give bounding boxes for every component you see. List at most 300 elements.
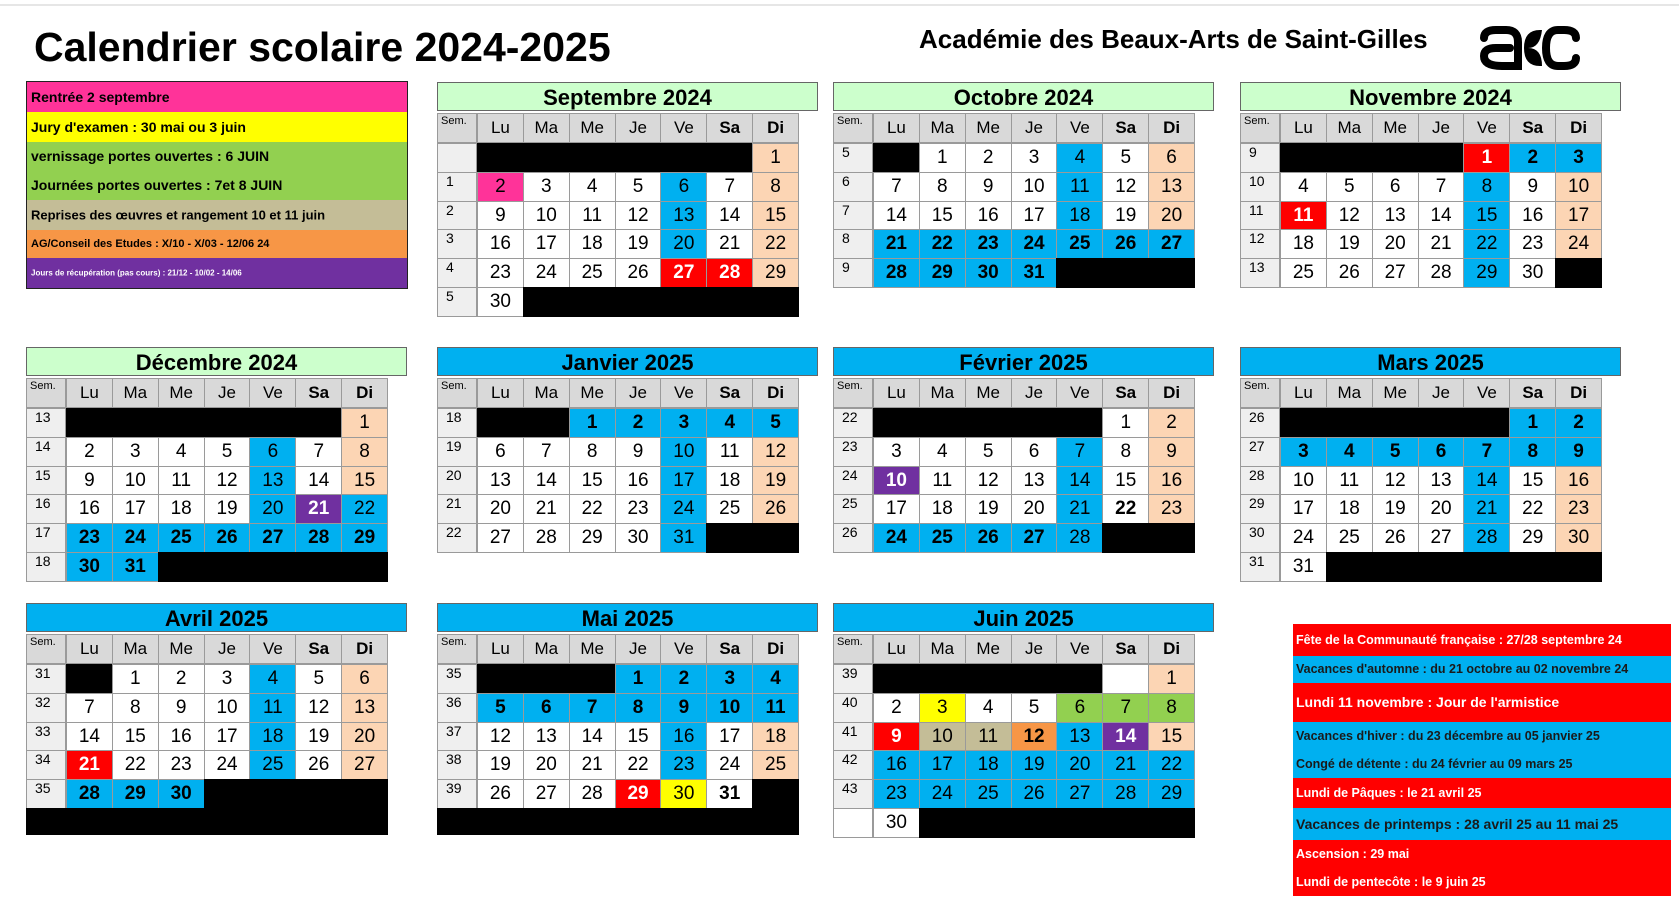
day-cell: 29	[341, 523, 388, 553]
day-cell: 1	[615, 664, 662, 694]
day-cell: 22	[341, 494, 388, 524]
day-header: Sa	[1102, 634, 1149, 664]
day-cell: 25	[1326, 523, 1373, 553]
week-number: 38	[437, 750, 477, 780]
day-cell: 12	[204, 466, 251, 496]
top-border	[0, 4, 1679, 6]
day-cell: 1	[112, 664, 159, 694]
day-header: Me	[158, 634, 205, 664]
day-cell: 9	[1555, 437, 1602, 467]
day-cell: 15	[1463, 201, 1510, 231]
month-title: Décembre 2024	[26, 347, 407, 376]
holiday-note: Vacances de printemps : 28 avril 25 au 11 mai 25	[1293, 808, 1671, 840]
empty-day-cell	[204, 552, 251, 582]
day-cell: 19	[1326, 229, 1373, 259]
day-header: Je	[1011, 378, 1058, 408]
week-number: 28	[1240, 466, 1280, 496]
day-cell: 7	[569, 693, 616, 723]
empty-day-cell	[965, 808, 1012, 838]
day-cell: 24	[706, 750, 753, 780]
week-number: 31	[1240, 552, 1280, 582]
day-cell: 26	[752, 494, 799, 524]
day-cell: 16	[1148, 466, 1195, 496]
day-cell: 28	[706, 258, 753, 288]
day-cell: 25	[965, 779, 1012, 809]
day-cell: 1	[1509, 408, 1556, 438]
week-number: 37	[437, 722, 477, 752]
week-number	[833, 808, 873, 838]
day-cell: 16	[660, 722, 707, 752]
legend-box	[26, 81, 408, 289]
day-header: Ma	[523, 634, 570, 664]
day-cell: 30	[873, 808, 920, 838]
day-cell: 27	[1056, 779, 1103, 809]
day-header: Ve	[660, 634, 707, 664]
day-cell: 5	[615, 172, 662, 202]
day-header: Sa	[1102, 378, 1149, 408]
day-cell: 12	[615, 201, 662, 231]
day-cell: 4	[752, 664, 799, 694]
empty-day-cell	[569, 287, 616, 317]
legend-item-label: Jours de récupération (pas cours) : 21/12 - 10/02 - 14/06	[31, 268, 242, 278]
day-header: Sa	[1102, 113, 1149, 143]
empty-day-cell	[1509, 552, 1556, 582]
holiday-note: Fête de la Communauté française : 27/28 septembre 24	[1293, 624, 1671, 656]
week-number: 30	[1240, 523, 1280, 553]
day-cell: 4	[158, 437, 205, 467]
week-number: 17	[26, 523, 66, 553]
day-cell: 21	[295, 494, 342, 524]
day-cell: 28	[1418, 258, 1465, 288]
empty-day-cell	[1148, 808, 1195, 838]
day-cell: 25	[158, 523, 205, 553]
week-number: 18	[26, 552, 66, 582]
month-calendar	[437, 347, 818, 592]
day-cell: 27	[249, 523, 296, 553]
day-header: Ma	[919, 113, 966, 143]
day-cell: 19	[1011, 750, 1058, 780]
day-header: Lu	[477, 113, 524, 143]
day-cell: 3	[873, 437, 920, 467]
day-cell: 28	[1102, 779, 1149, 809]
empty-day-cell	[1555, 258, 1602, 288]
day-header: Di	[1555, 378, 1602, 408]
empty-day-cell	[1102, 258, 1149, 288]
empty-day-cell	[752, 287, 799, 317]
day-cell: 15	[919, 201, 966, 231]
day-header: Ma	[919, 378, 966, 408]
legend-item-label: Rentrée 2 septembre	[31, 89, 170, 105]
day-cell: 25	[706, 494, 753, 524]
month-title: Septembre 2024	[437, 82, 818, 111]
day-cell: 12	[752, 437, 799, 467]
legend-item	[27, 200, 407, 230]
legend-item-label: AG/Conseil des Etudes : X/10 - X/03 - 12/06 24	[31, 238, 270, 250]
day-cell: 28	[569, 779, 616, 809]
day-cell: 10	[660, 437, 707, 467]
day-cell: 17	[1555, 201, 1602, 231]
day-cell: 8	[569, 437, 616, 467]
empty-day-cell	[341, 779, 388, 809]
day-header: Lu	[477, 634, 524, 664]
day-header: Lu	[1280, 113, 1327, 143]
day-cell: 12	[1326, 201, 1373, 231]
week-number-header: Sem.	[833, 378, 873, 408]
empty-day-cell	[1280, 143, 1327, 173]
day-cell: 17	[706, 722, 753, 752]
week-number: 15	[26, 466, 66, 496]
day-cell: 21	[706, 229, 753, 259]
day-header: Di	[1148, 378, 1195, 408]
day-header: Di	[1148, 634, 1195, 664]
day-cell: 21	[873, 229, 920, 259]
day-cell: 30	[158, 779, 205, 809]
day-cell: 17	[1280, 494, 1327, 524]
day-cell: 6	[1372, 172, 1419, 202]
empty-day-cell	[295, 779, 342, 809]
day-cell: 21	[1102, 750, 1149, 780]
day-cell: 1	[752, 143, 799, 173]
week-number: 27	[1240, 437, 1280, 467]
week-number: 5	[833, 143, 873, 173]
day-cell: 23	[615, 494, 662, 524]
day-cell: 27	[1372, 258, 1419, 288]
empty-day-cell	[873, 664, 920, 694]
week-number: 24	[833, 466, 873, 496]
day-header: Di	[752, 113, 799, 143]
day-cell: 19	[965, 494, 1012, 524]
day-cell: 17	[660, 466, 707, 496]
day-cell: 24	[112, 523, 159, 553]
day-cell: 25	[569, 258, 616, 288]
day-header: Sa	[1509, 378, 1556, 408]
day-header: Me	[965, 113, 1012, 143]
day-cell: 7	[1463, 437, 1510, 467]
day-cell: 5	[1011, 693, 1058, 723]
day-cell: 31	[1011, 258, 1058, 288]
day-header: Ve	[1056, 634, 1103, 664]
empty-day-cell	[1056, 408, 1103, 438]
day-cell: 25	[1056, 229, 1103, 259]
empty-day-cell	[249, 779, 296, 809]
day-cell: 29	[615, 779, 662, 809]
day-cell: 8	[1463, 172, 1510, 202]
empty-day-cell	[1372, 408, 1419, 438]
day-cell: 29	[752, 258, 799, 288]
week-number: 9	[1240, 143, 1280, 173]
day-cell: 13	[1372, 201, 1419, 231]
day-header: Je	[1011, 634, 1058, 664]
month-title: Juin 2025	[833, 603, 1214, 632]
day-cell: 3	[1555, 143, 1602, 173]
day-cell: 1	[569, 408, 616, 438]
day-cell: 3	[112, 437, 159, 467]
empty-day-cell	[341, 552, 388, 582]
empty-day-cell	[523, 143, 570, 173]
day-cell: 3	[523, 172, 570, 202]
empty-day-cell	[66, 408, 113, 438]
week-number: 34	[26, 750, 66, 780]
day-cell: 13	[1418, 466, 1465, 496]
empty-day-cell	[523, 408, 570, 438]
day-cell: 19	[1102, 201, 1149, 231]
week-number: 19	[437, 437, 477, 467]
day-cell: 9	[1509, 172, 1556, 202]
day-cell: 2	[158, 664, 205, 694]
day-cell: 2	[1555, 408, 1602, 438]
day-header: Di	[341, 634, 388, 664]
empty-day-cell	[1102, 664, 1149, 694]
day-cell: 11	[158, 466, 205, 496]
day-cell: 19	[204, 494, 251, 524]
day-cell: 13	[341, 693, 388, 723]
day-cell: 24	[660, 494, 707, 524]
week-number: 43	[833, 779, 873, 809]
day-cell: 9	[660, 693, 707, 723]
day-header: Ma	[919, 634, 966, 664]
day-cell: 29	[569, 523, 616, 553]
day-cell: 4	[1326, 437, 1373, 467]
day-cell: 4	[706, 408, 753, 438]
day-cell: 17	[1011, 201, 1058, 231]
week-number: 31	[26, 664, 66, 694]
day-cell: 18	[1056, 201, 1103, 231]
day-header: Ve	[1056, 113, 1103, 143]
day-cell: 22	[615, 750, 662, 780]
empty-day-cell	[706, 287, 753, 317]
week-number: 4	[437, 258, 477, 288]
day-header: Me	[1372, 113, 1419, 143]
day-cell: 30	[965, 258, 1012, 288]
week-number: 22	[437, 523, 477, 553]
day-cell: 25	[919, 523, 966, 553]
day-cell: 3	[1280, 437, 1327, 467]
day-cell: 31	[1280, 552, 1327, 582]
day-cell: 9	[615, 437, 662, 467]
day-header: Sa	[1509, 113, 1556, 143]
legend-item	[27, 142, 407, 170]
day-cell: 28	[1056, 523, 1103, 553]
day-header: Di	[1148, 113, 1195, 143]
day-cell: 14	[706, 201, 753, 231]
day-cell: 26	[204, 523, 251, 553]
day-cell: 31	[112, 552, 159, 582]
week-number: 32	[26, 693, 66, 723]
empty-day-cell	[204, 779, 251, 809]
day-cell: 29	[1463, 258, 1510, 288]
empty-day-cell	[706, 143, 753, 173]
empty-day-cell	[1326, 143, 1373, 173]
day-cell: 14	[1102, 722, 1149, 752]
empty-day-cell	[1102, 523, 1149, 553]
week-number-header: Sem.	[437, 634, 477, 664]
week-number-header: Sem.	[26, 634, 66, 664]
day-cell: 21	[523, 494, 570, 524]
day-cell: 1	[919, 143, 966, 173]
week-number: 12	[1240, 229, 1280, 259]
holiday-note: Congé de détente : du 24 février au 09 mars 25	[1293, 751, 1671, 778]
day-cell: 20	[1418, 494, 1465, 524]
day-cell: 3	[660, 408, 707, 438]
day-cell: 7	[1418, 172, 1465, 202]
day-cell: 18	[752, 722, 799, 752]
empty-day-cell	[1418, 552, 1465, 582]
legend-item	[27, 82, 407, 112]
day-header: Lu	[477, 378, 524, 408]
empty-day-cell	[477, 143, 524, 173]
legend-item	[27, 112, 407, 142]
empty-day-cell	[204, 408, 251, 438]
legend-item-label: Reprises des œuvres et rangement 10 et 11 juin	[31, 207, 326, 223]
day-cell: 4	[919, 437, 966, 467]
empty-day-cell	[1372, 552, 1419, 582]
empty-day-cell	[1555, 552, 1602, 582]
legend-item	[27, 258, 407, 288]
day-cell: 21	[1056, 494, 1103, 524]
day-header: Ve	[1463, 113, 1510, 143]
day-header: Me	[965, 634, 1012, 664]
day-header: Sa	[295, 634, 342, 664]
day-cell: 2	[615, 408, 662, 438]
empty-day-cell	[1102, 808, 1149, 838]
day-header: Di	[341, 378, 388, 408]
month-calendar	[833, 82, 1214, 327]
week-number: 40	[833, 693, 873, 723]
day-cell: 2	[965, 143, 1012, 173]
day-cell: 6	[1011, 437, 1058, 467]
day-cell: 15	[569, 466, 616, 496]
day-header: Je	[1418, 378, 1465, 408]
day-header: Ma	[112, 378, 159, 408]
day-header: Lu	[66, 634, 113, 664]
day-cell: 20	[341, 722, 388, 752]
empty-day-cell	[569, 664, 616, 694]
month-calendar	[26, 347, 407, 592]
day-cell: 26	[1326, 258, 1373, 288]
day-cell: 5	[1326, 172, 1373, 202]
day-cell: 24	[523, 258, 570, 288]
empty-day-cell	[1418, 408, 1465, 438]
day-cell: 7	[873, 172, 920, 202]
empty-day-cell	[1326, 552, 1373, 582]
day-header: Ve	[1056, 378, 1103, 408]
week-number: 9	[833, 258, 873, 288]
day-header: Me	[1372, 378, 1419, 408]
blank-row	[437, 808, 799, 835]
empty-day-cell	[660, 287, 707, 317]
day-header: Di	[752, 378, 799, 408]
day-cell: 24	[873, 523, 920, 553]
day-cell: 8	[919, 172, 966, 202]
day-cell: 23	[965, 229, 1012, 259]
day-cell: 14	[523, 466, 570, 496]
day-cell: 13	[477, 466, 524, 496]
day-cell: 1	[1463, 143, 1510, 173]
empty-day-cell	[873, 408, 920, 438]
day-cell: 22	[1102, 494, 1149, 524]
day-header: Lu	[1280, 378, 1327, 408]
empty-day-cell	[1463, 552, 1510, 582]
day-cell: 17	[873, 494, 920, 524]
day-cell: 2	[1148, 408, 1195, 438]
day-cell: 6	[341, 664, 388, 694]
empty-day-cell	[1148, 258, 1195, 288]
day-cell: 26	[965, 523, 1012, 553]
week-number: 18	[437, 408, 477, 438]
empty-day-cell	[1148, 523, 1195, 553]
month-calendar	[437, 603, 818, 848]
week-number: 3	[437, 229, 477, 259]
holiday-note: Lundi de Pâques : le 21 avril 25	[1293, 778, 1671, 808]
day-header: Me	[569, 378, 616, 408]
empty-day-cell	[660, 143, 707, 173]
day-cell: 4	[1280, 172, 1327, 202]
day-cell: 25	[249, 750, 296, 780]
day-cell: 29	[1509, 523, 1556, 553]
empty-day-cell	[965, 664, 1012, 694]
day-cell: 30	[66, 552, 113, 582]
day-cell: 11	[706, 437, 753, 467]
day-cell: 5	[204, 437, 251, 467]
day-cell: 5	[752, 408, 799, 438]
day-cell: 19	[752, 466, 799, 496]
day-cell: 12	[965, 466, 1012, 496]
month-calendar	[1240, 82, 1621, 327]
day-cell: 22	[1509, 494, 1556, 524]
empty-day-cell	[523, 664, 570, 694]
week-number: 29	[1240, 494, 1280, 524]
empty-day-cell	[752, 779, 799, 809]
day-cell: 26	[1011, 779, 1058, 809]
day-cell: 30	[615, 523, 662, 553]
day-cell: 16	[615, 466, 662, 496]
day-cell: 7	[706, 172, 753, 202]
day-header: Ve	[249, 634, 296, 664]
day-cell: 11	[1326, 466, 1373, 496]
empty-day-cell	[615, 287, 662, 317]
page-title: Calendrier scolaire 2024-2025	[34, 24, 611, 70]
day-cell: 5	[1102, 143, 1149, 173]
month-calendar	[1240, 347, 1621, 592]
empty-day-cell	[1326, 408, 1373, 438]
day-cell: 9	[965, 172, 1012, 202]
day-cell: 8	[1509, 437, 1556, 467]
day-header: Ve	[660, 113, 707, 143]
month-calendar	[437, 82, 818, 327]
empty-day-cell	[477, 664, 524, 694]
day-cell: 16	[1509, 201, 1556, 231]
day-cell: 23	[1509, 229, 1556, 259]
day-cell: 18	[1280, 229, 1327, 259]
day-header: Ma	[523, 113, 570, 143]
day-cell: 3	[919, 693, 966, 723]
day-cell: 6	[523, 693, 570, 723]
day-cell: 4	[965, 693, 1012, 723]
day-cell: 17	[112, 494, 159, 524]
week-number: 35	[26, 779, 66, 809]
week-number: 13	[1240, 258, 1280, 288]
day-cell: 20	[249, 494, 296, 524]
empty-day-cell	[477, 408, 524, 438]
day-header: Sa	[706, 113, 753, 143]
day-cell: 6	[249, 437, 296, 467]
day-header: Je	[615, 634, 662, 664]
empty-day-cell	[295, 552, 342, 582]
day-cell: 6	[477, 437, 524, 467]
month-title: Novembre 2024	[1240, 82, 1621, 111]
day-cell: 18	[249, 722, 296, 752]
week-number-header: Sem.	[1240, 378, 1280, 408]
